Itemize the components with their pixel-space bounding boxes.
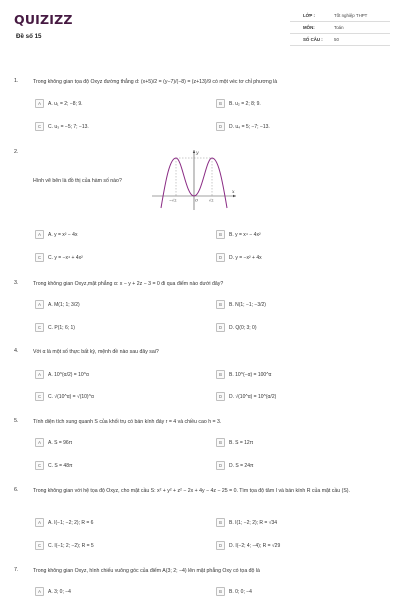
answer-option-a[interactable] [35, 437, 200, 448]
info-label: SỐ CÂU : [303, 37, 323, 42]
x-axis-label: x [232, 190, 235, 195]
option-label: C. S = 48π [48, 462, 73, 469]
origin-label: O [195, 198, 198, 203]
info-row-class [290, 10, 390, 22]
question-text: Hình vẽ bên là đồ thị của hàm số nào? [33, 178, 122, 184]
option-letter-box: B [216, 370, 225, 379]
option-label: C. y = −x⁴ + 4x² [48, 254, 83, 261]
option-letter-box: B [216, 438, 225, 447]
option-label: D. Q(0; 3; 0) [229, 324, 257, 331]
option-letter-box: A [35, 518, 44, 527]
option-label: D. √(10^α) = 10^(α/2) [229, 393, 277, 400]
option-label: C. P(1; 6; 1) [48, 324, 75, 331]
option-letter-box: A [35, 300, 44, 309]
answer-option-c[interactable] [35, 121, 200, 132]
option-label: B. 0; 0; −4 [229, 588, 252, 595]
question-text: Trong không gian tọa độ Oxyz đường thẳng d: (x+5)/2 = (y−7)/(−8) = (z+13)/9 có một véc tơ chỉ phương là [33, 79, 278, 85]
option-label: C. u₃ = −5; 7; −13. [48, 123, 89, 130]
option-letter-box: C [35, 392, 44, 401]
answer-option-c[interactable] [35, 540, 200, 551]
answer-option-c[interactable] [35, 391, 200, 402]
option-letter-box: D [216, 392, 225, 401]
answer-option-b[interactable] [216, 437, 386, 448]
option-letter-box: C [35, 122, 44, 131]
answer-option-b[interactable] [216, 517, 386, 528]
option-label: B. 10^(−α) = 100^α [229, 371, 272, 378]
option-label: D. I(−2; 4; −4); R = √29 [229, 542, 281, 549]
option-label: C. √(10^α) = √(10)^α [48, 393, 94, 400]
option-label: D. u₄ = 5; −7; −13. [229, 123, 270, 130]
option-label: A. I(−1; −2; 2); R = 6 [48, 519, 94, 526]
answer-option-d[interactable] [216, 121, 386, 132]
pos-root-label: √2 [209, 198, 214, 203]
answer-option-a[interactable] [35, 229, 200, 240]
page-title: Đề số 15 [16, 33, 42, 40]
quizizz-logo: QUIZIZZ [14, 12, 73, 27]
option-letter-box: D [216, 253, 225, 262]
option-label: D. y = −x² + 4x [229, 254, 262, 261]
option-letter-box: D [216, 122, 225, 131]
answer-option-d[interactable] [216, 391, 386, 402]
option-letter-box: A [35, 230, 44, 239]
option-label: A. y = x² − 4x [48, 231, 78, 238]
question-number: 5. [14, 418, 19, 424]
answer-option-d[interactable] [216, 460, 386, 471]
answer-option-d[interactable] [216, 252, 386, 263]
y-axis-arrow [193, 150, 195, 153]
option-label: B. S = 12π [229, 439, 254, 446]
option-label: A. M(1; 1; 3/2) [48, 301, 80, 308]
option-letter-box: A [35, 438, 44, 447]
option-label: A. 3; 0; −4 [48, 588, 71, 595]
answer-option-c[interactable] [35, 252, 200, 263]
option-label: A. u₁ = 2; −8; 9. [48, 100, 83, 107]
question-text: Với α là một số thực bất kỳ, mệnh đề nào sau đây sai? [33, 349, 159, 355]
info-value: Toán [334, 25, 344, 30]
answer-option-b[interactable] [216, 586, 386, 597]
answer-option-a[interactable] [35, 517, 200, 528]
option-label: D. S = 24π [229, 462, 254, 469]
option-letter-box: B [216, 230, 225, 239]
question-number: 6. [14, 487, 19, 493]
info-value: 50 [334, 37, 339, 42]
y-axis-label: y [196, 151, 199, 156]
option-label: B. y = x⁴ − 4x² [229, 231, 261, 238]
answer-option-a[interactable] [35, 299, 200, 310]
question-text: Trong không gian với hệ tọa độ Oxyz, cho mặt cầu S: x² + y² + z² − 2x + 4y − 4z − 25 = 0. Tìm tọa độ tâm I và bán kính R của mặt cầu (S). [33, 488, 350, 494]
option-letter-box: D [216, 323, 225, 332]
option-letter-box: A [35, 99, 44, 108]
answer-option-c[interactable] [35, 322, 200, 333]
question-number: 2. [14, 149, 19, 155]
info-label: LỚP : [303, 13, 315, 18]
question-text: Trong không gian Oxyz,mặt phẳng α: x − y + 2z − 3 = 0 đi qua điểm nào dưới đây? [33, 281, 224, 287]
option-letter-box: B [216, 587, 225, 596]
answer-option-a[interactable] [35, 98, 200, 109]
option-label: B. I(1; −2; 2); R = √34 [229, 519, 278, 526]
info-label: MÔN: [303, 25, 315, 30]
option-label: B. u₂ = 2; 8; 9. [229, 100, 261, 107]
answer-option-c[interactable] [35, 460, 200, 471]
answer-option-b[interactable] [216, 299, 386, 310]
answer-option-b[interactable] [216, 98, 386, 109]
question-number: 1. [14, 78, 19, 84]
option-label: B. N(1; −1; −3/2) [229, 301, 266, 308]
answer-option-a[interactable] [35, 369, 200, 380]
question-number: 7. [14, 567, 19, 573]
option-label: A. S = 96π [48, 439, 73, 446]
option-letter-box: A [35, 370, 44, 379]
answer-option-a[interactable] [35, 586, 200, 597]
info-value: Tốt nghiệp THPT [334, 13, 368, 18]
header-info-table [290, 10, 390, 46]
function-graph [148, 148, 240, 214]
option-letter-box: D [216, 541, 225, 550]
question-text: Tính diện tích xung quanh S của khối trụ có bán kính đáy r = 4 và chiều cao h = 3. [33, 419, 222, 425]
option-letter-box: B [216, 99, 225, 108]
option-letter-box: C [35, 323, 44, 332]
answer-option-b[interactable] [216, 369, 386, 380]
x-axis-arrow [233, 195, 236, 197]
info-row-count [290, 34, 390, 46]
question-number: 3. [14, 280, 19, 286]
neg-root-label: −√2 [169, 198, 177, 203]
option-letter-box: B [216, 518, 225, 527]
option-letter-box: C [35, 541, 44, 550]
question-number: 4. [14, 348, 19, 354]
option-letter-box: A [35, 587, 44, 596]
answer-option-d[interactable] [216, 540, 386, 551]
option-letter-box: D [216, 461, 225, 470]
answer-option-d[interactable] [216, 322, 386, 333]
info-row-subject [290, 22, 390, 34]
answer-option-b[interactable] [216, 229, 386, 240]
question-text: Trong không gian Oxyz, hình chiếu vuông góc của điểm A(3; 2; −4) lên mặt phẳng Oxy có tọa độ là [33, 568, 260, 574]
option-letter-box: C [35, 461, 44, 470]
option-label: C. I(−1; 2; −2); R = 5 [48, 542, 94, 549]
option-letter-box: B [216, 300, 225, 309]
option-label: A. 10^(α/2) = 10^α [48, 371, 89, 378]
option-letter-box: C [35, 253, 44, 262]
